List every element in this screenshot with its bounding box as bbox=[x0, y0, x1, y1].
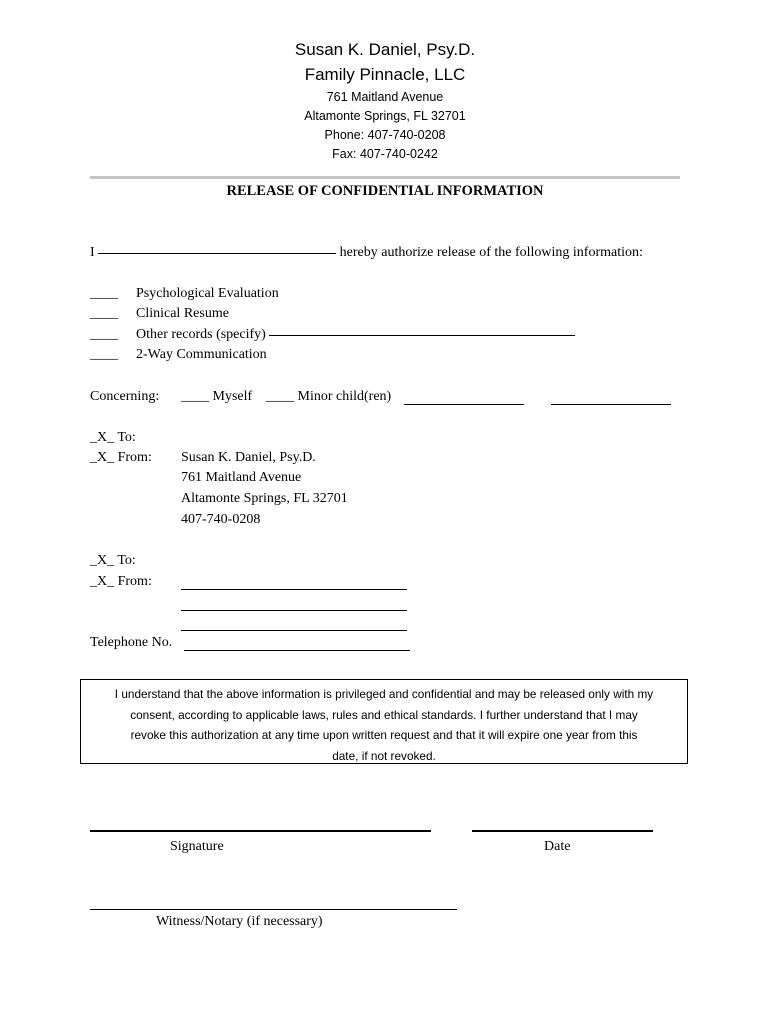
option-1-blank[interactable]: ____ bbox=[90, 286, 118, 301]
authorize-name-field[interactable] bbox=[98, 252, 336, 254]
from-address-phone: 407-740-0208 bbox=[181, 512, 261, 527]
from-line-3[interactable] bbox=[181, 630, 407, 631]
option-1-label: Psychological Evaluation bbox=[136, 286, 279, 301]
option-2-blank[interactable]: ____ bbox=[90, 306, 118, 321]
authorize-suffix: hereby authorize release of the following information: bbox=[339, 245, 643, 260]
header-divider bbox=[90, 176, 680, 179]
minor-name-field-1[interactable] bbox=[404, 404, 524, 405]
concerning-label: Concerning: bbox=[90, 389, 160, 404]
option-3-label bbox=[136, 327, 575, 343]
other-records-field[interactable] bbox=[269, 334, 575, 336]
notice-line-1: I understand that the above information is privileged and confidential and may be released only with my bbox=[114, 687, 654, 701]
concerning-myself[interactable]: ____ Myself bbox=[181, 389, 253, 404]
header-name: Susan K. Daniel, Psy.D. bbox=[294, 40, 476, 59]
minor-name-field-2[interactable] bbox=[551, 404, 671, 405]
consent-notice-box bbox=[80, 679, 688, 764]
option-3-text: Other records (specify) bbox=[136, 327, 266, 342]
notice-line-2: consent, according to applicable laws, rules and ethical standards. I further understand that I may bbox=[130, 707, 638, 722]
notice-line-3: revoke this authorization at any time upon written request and that it will expire one year from this bbox=[130, 728, 638, 742]
witness-field[interactable] bbox=[90, 909, 457, 910]
block1-to: _X_ To: bbox=[90, 430, 136, 445]
witness-label: Witness/Notary (if necessary) bbox=[156, 914, 323, 929]
block1-from: _X_ From: bbox=[90, 450, 152, 465]
block2-from: _X_ From: bbox=[90, 574, 152, 589]
block2-to: _X_ To: bbox=[90, 553, 136, 568]
date-field[interactable] bbox=[472, 830, 653, 832]
authorize-prefix: I bbox=[90, 245, 95, 260]
from-address-city: Altamonte Springs, FL 32701 bbox=[181, 491, 348, 506]
signature-label: Signature bbox=[170, 839, 224, 854]
date-label: Date bbox=[544, 839, 571, 854]
option-2-label: Clinical Resume bbox=[136, 306, 229, 321]
from-address-name: Susan K. Daniel, Psy.D. bbox=[181, 450, 316, 465]
from-line-2[interactable] bbox=[181, 610, 407, 611]
document-title: RELEASE OF CONFIDENTIAL INFORMATION bbox=[226, 183, 544, 199]
telephone-label: Telephone No. bbox=[90, 635, 173, 650]
header-company: Family Pinnacle, LLC bbox=[304, 65, 466, 84]
option-4-label: 2-Way Communication bbox=[136, 347, 267, 362]
notice-line-4: date, if not revoked. bbox=[332, 748, 436, 763]
telephone-field[interactable] bbox=[184, 650, 410, 651]
option-3-blank[interactable]: ____ bbox=[90, 327, 118, 342]
concerning-minor[interactable]: ____ Minor child(ren) bbox=[266, 389, 392, 404]
authorize-line bbox=[90, 245, 643, 261]
header-fax: Fax: 407-740-0242 bbox=[332, 147, 438, 161]
signature-field[interactable] bbox=[90, 830, 431, 832]
from-address-street: 761 Maitland Avenue bbox=[181, 470, 302, 485]
header-street: 761 Maitland Avenue bbox=[326, 90, 444, 104]
option-4-blank[interactable]: ____ bbox=[90, 347, 118, 362]
from-line-1[interactable] bbox=[181, 589, 407, 590]
header-city: Altamonte Springs, FL 32701 bbox=[304, 109, 466, 123]
header-phone: Phone: 407-740-0208 bbox=[324, 128, 446, 142]
